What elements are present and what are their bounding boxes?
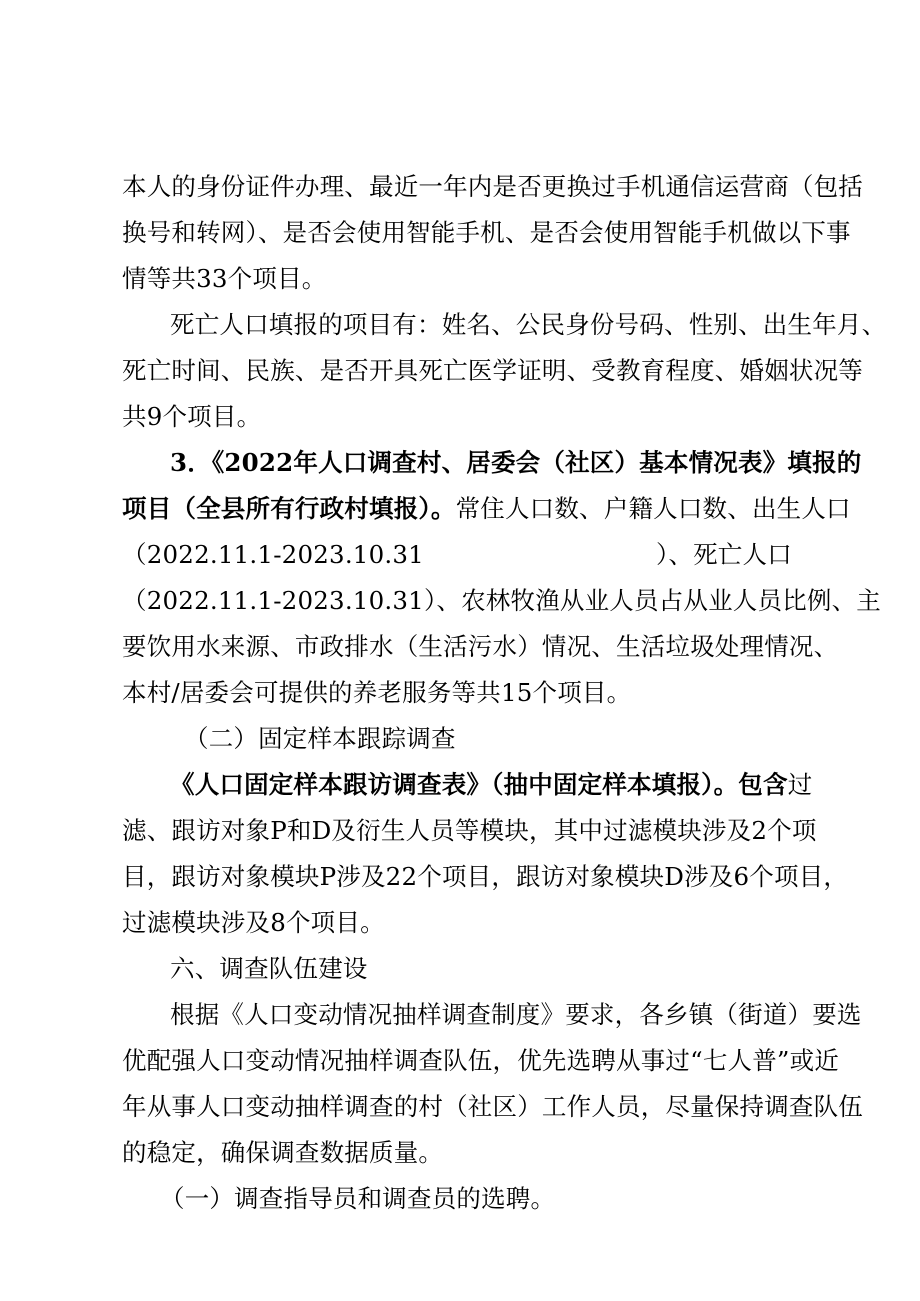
death-population-line-3: 共9个项目。 bbox=[122, 402, 262, 431]
fixed-sample-line-2: 滤、跟访对象P和D及衍生人员等模块，其中过滤模块涉及2个项 bbox=[122, 816, 817, 845]
death-population-line-2: 死亡时间、民族、是否开具死亡医学证明、受教育程度、婚姻状况等 bbox=[122, 356, 863, 385]
fixed-sample-line-1 bbox=[170, 770, 812, 800]
death-population-label: ）、死亡人口 bbox=[655, 540, 792, 569]
section3-line-5: 要饮用水来源、市政排水（生活污水）情况、生活垃圾处理情况、 bbox=[122, 632, 839, 661]
fixed-sample-line-3: 目，跟访对象模块P涉及22个项目，跟访对象模块D涉及6个项目， bbox=[122, 862, 849, 891]
subsection2-title: （二）固定样本跟踪调查 bbox=[184, 724, 456, 753]
death-population-line-1: 死亡人口填报的项目有：姓名、公民身份号码、性别、出生年月、 bbox=[170, 310, 887, 339]
text-line-1 bbox=[122, 172, 863, 202]
fixed-sample-line-4: 过滤模块涉及8个项目。 bbox=[122, 908, 385, 937]
section6-line-1: 根据《人口变动情况抽样调查制度》要求，各乡镇（街道）要选 bbox=[170, 1000, 862, 1029]
section3-items-start: 常住人口数、户籍人口数、出生人口 bbox=[455, 494, 851, 523]
section3-heading: 3．《2022年人口调查村、居委会（社区）基本情况表》填报的 bbox=[170, 448, 862, 477]
text-line-1-content: 本人的身份证件办理、最近一年内是否更换过手机通信运营商（包括 bbox=[122, 172, 863, 201]
section6-line-4: 的稳定，确保调查数据质量。 bbox=[122, 1138, 444, 1167]
section3-line-6: 本村/居委会可提供的养老服务等共15个项目。 bbox=[122, 678, 632, 707]
text-line-3: 情等共33个项目。 bbox=[122, 264, 327, 293]
section3-heading-cont: 项目（全县所有行政村填报）。 bbox=[122, 494, 456, 523]
section3-line-4: （2022.11.1-2023.10.31）、农林牧渔从业人员占从业人员比例、主 bbox=[122, 586, 881, 615]
section3-line-2 bbox=[122, 494, 851, 524]
text-line-2-content: 换号和转网）、是否会使用智能手机、是否会使用智能手机做以下事 bbox=[122, 218, 851, 247]
birth-date-range: （2022.11.1-2023.10.31 bbox=[122, 540, 424, 569]
section6-title: 六、调查队伍建设 bbox=[170, 954, 368, 983]
text-line-2 bbox=[122, 218, 851, 248]
fixed-sample-form-title: 《人口固定样本跟访调查表》（抽中固定样本填报）。包含 bbox=[170, 770, 788, 799]
subsection1-title: （一）调查指导员和调查员的选聘。 bbox=[160, 1184, 556, 1213]
fixed-sample-line-1-end: 过 bbox=[787, 770, 813, 799]
section3-line-3 bbox=[122, 540, 792, 570]
section6-line-2: 优配强人口变动情况抽样调查队伍，优先选聘从事过“七人普”或近 bbox=[122, 1046, 840, 1075]
section6-line-3: 年从事人口变动抽样调查的村（社区）工作人员，尽量保持调查队伍 bbox=[122, 1092, 863, 1121]
